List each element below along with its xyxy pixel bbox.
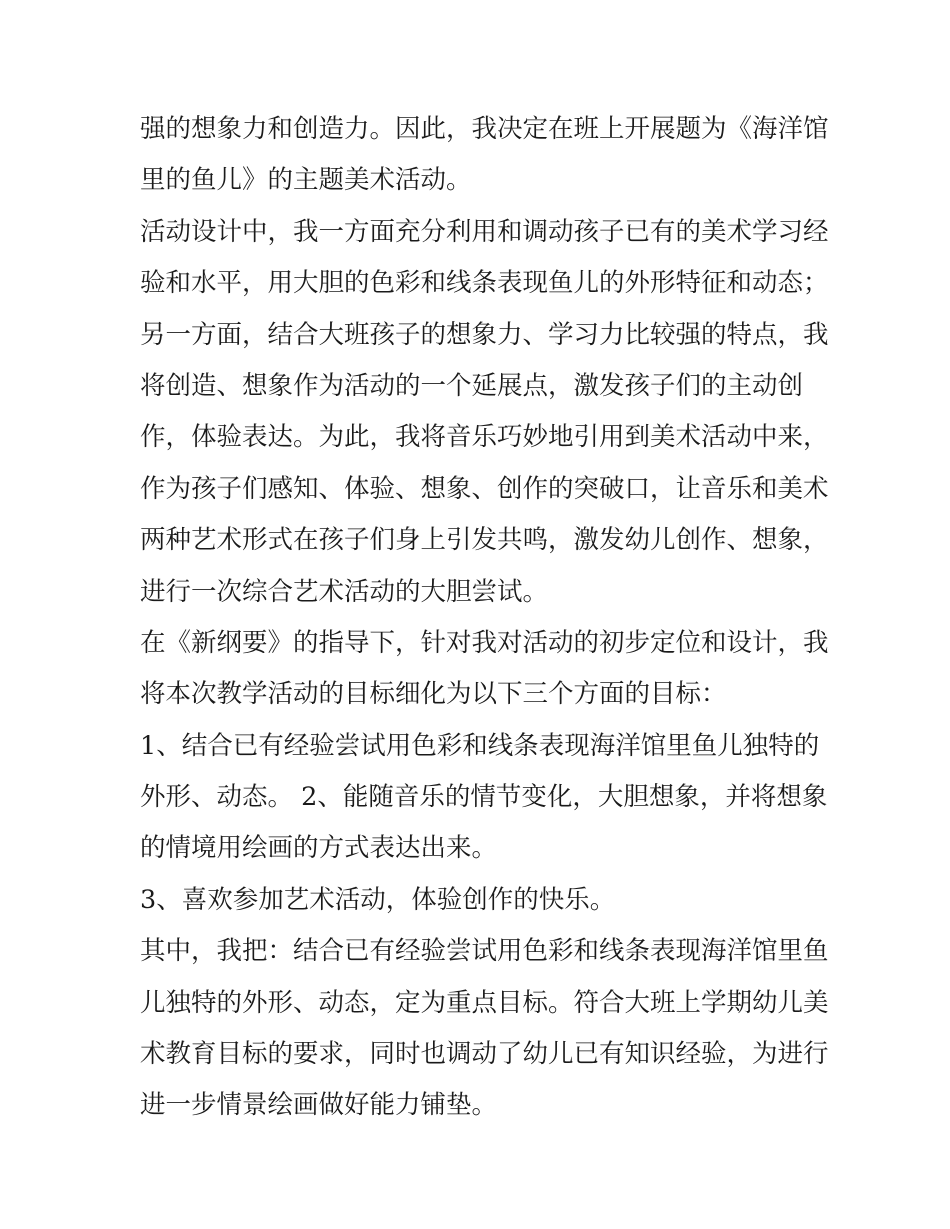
text-line: 活动设计中，我一方面充分利用和调动孩子已有的美术学习经 [140,216,829,247]
text-line: 强的想象力和创造力。因此，我决定在班上开展题为《海洋馆 [140,114,829,144]
text-line: 其中，我把：结合已有经验尝试用色彩和线条表现海洋馆里鱼 [140,936,829,967]
text-line: 术教育目标的要求，同时也调动了幼儿已有知识经验，为进行 [140,1039,829,1070]
text-line: 将创造、想象作为活动的一个延展点，激发孩子们的主动创 [140,370,804,401]
text-line: 3、喜欢参加艺术活动，体验创作的快乐。 [140,884,616,915]
text-line: 里的鱼儿》的主题美术活动。 [140,165,472,196]
text-line: 验和水平，用大胆的色彩和线条表现鱼儿的外形特征和动态； [140,268,829,299]
text-line: 在《新纲要》的指导下，针对我对活动的初步定位和设计，我 [140,627,829,658]
text-line: 外形、动态。 2、能随音乐的情节变化，大胆想象，并将想象 [140,782,828,813]
text-line: 作为孩子们感知、体验、想象、创作的突破口，让音乐和美术 [140,473,829,504]
text-line: 的情境用绘画的方式表达出来。 [140,833,498,864]
text-line: 两种艺术形式在孩子们身上引发共鸣，激发幼儿创作、想象， [140,525,829,556]
text-line: 1、结合已有经验尝试用色彩和线条表现海洋馆里鱼儿独特的 [140,730,820,761]
body-text [140,104,829,1132]
text-line: 进行一次综合艺术活动的大胆尝试。 [140,576,549,607]
text-line: 将本次教学活动的目标细化为以下三个方面的目标： [140,679,727,710]
text-line: 作，体验表达。为此，我将音乐巧妙地引用到美术活动中来， [140,422,829,453]
text-line: 儿独特的外形、动态，定为重点目标。符合大班上学期幼儿美 [140,987,829,1018]
text-line: 进一步情景绘画做好能力铺垫。 [140,1090,498,1121]
text-line: 另一方面，结合大班孩子的想象力、学习力比较强的特点，我 [140,319,829,350]
